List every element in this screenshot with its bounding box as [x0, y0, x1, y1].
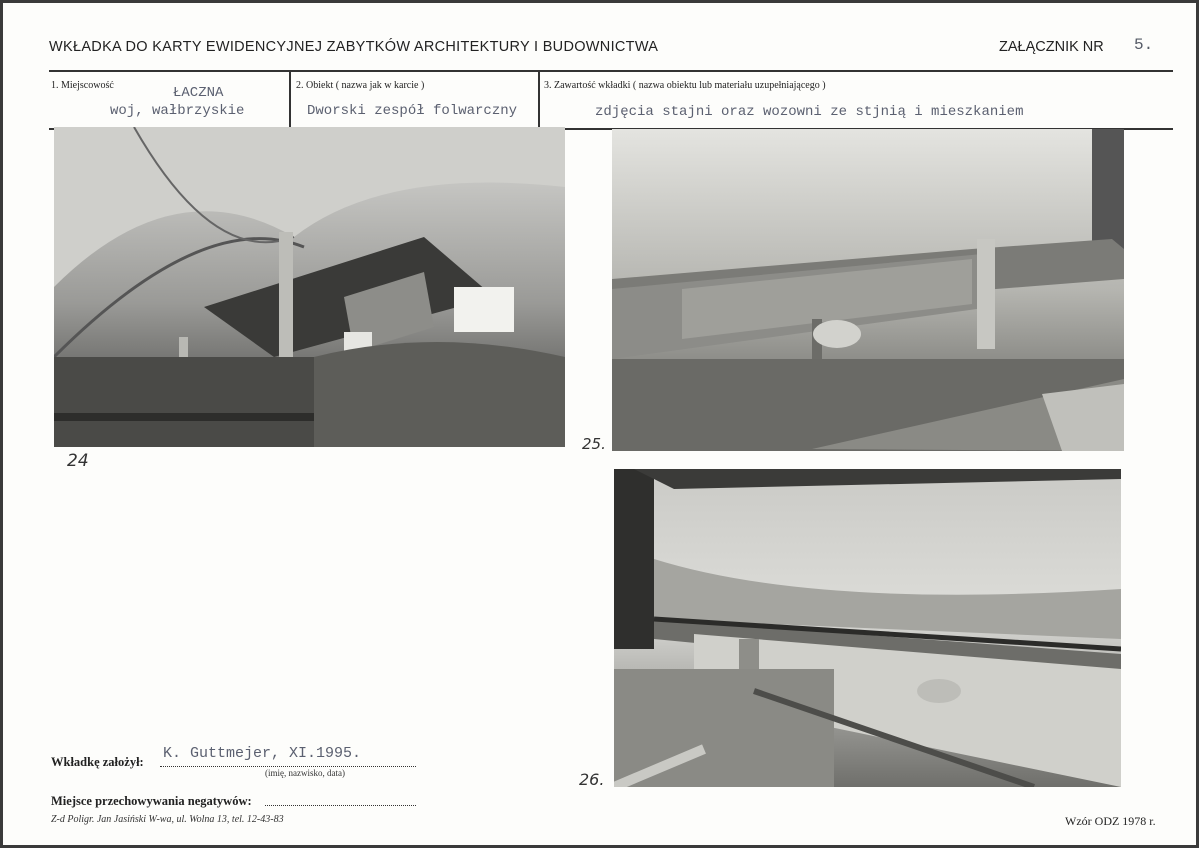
- form-model: Wzór ODZ 1978 r.: [1065, 814, 1156, 828]
- photo-number-26: 26.: [579, 770, 605, 789]
- stable-wall-photo-icon: [614, 469, 1121, 787]
- attachment-number: 5.: [1134, 36, 1154, 54]
- field-divider-2: [538, 70, 540, 129]
- locality-label: 1. Miejscowość: [51, 80, 114, 91]
- locality-subvalue: woj, wałbrzyskie: [110, 103, 245, 119]
- contents-label: 3. Zawartość wkładki ( nazwa obiektu lub materiału uzupełniającego ): [544, 80, 826, 91]
- vaulted-ceiling-photo-icon: [54, 127, 565, 447]
- negatives-label: Miejsce przechowywania negatywów:: [51, 794, 252, 808]
- field-divider-1: [289, 70, 291, 129]
- photo-24: [54, 127, 565, 447]
- object-label: 2. Obiekt ( nazwa jak w karcie ): [296, 80, 425, 91]
- locality-value: ŁACZNA: [173, 85, 224, 101]
- photo-26: [614, 469, 1121, 787]
- negatives-line: [265, 805, 416, 806]
- created-by-line: [160, 766, 416, 767]
- contents-value: zdjęcia stajni oraz wozowni ze stjnią i mieszkaniem: [595, 104, 1024, 120]
- printer-imprint: Z-d Poligr. Jan Jasiński W-wa, ul. Wolna 13, tel. 12-43-83: [51, 814, 284, 825]
- created-by-hint: (imię, nazwisko, data): [265, 768, 345, 778]
- created-by-label: Wkładkę założył:: [51, 755, 144, 769]
- record-sheet: [3, 3, 1196, 845]
- top-rule: [49, 70, 1173, 72]
- photo-number-25: 25.: [582, 435, 606, 453]
- form-title: WKŁADKA DO KARTY EWIDENCYJNEJ ZABYTKÓW ARCHITEKTURY I BUDOWNICTWA: [49, 39, 659, 55]
- object-value: Dworski zespół folwarczny: [307, 103, 518, 119]
- created-by-value: K. Guttmejer, XI.1995.: [163, 745, 362, 762]
- photo-number-24: 24: [67, 451, 89, 471]
- attachment-label: ZAŁĄCZNIK NR: [999, 39, 1104, 55]
- stable-trough-photo-icon: [612, 129, 1124, 451]
- photo-25: [612, 129, 1124, 451]
